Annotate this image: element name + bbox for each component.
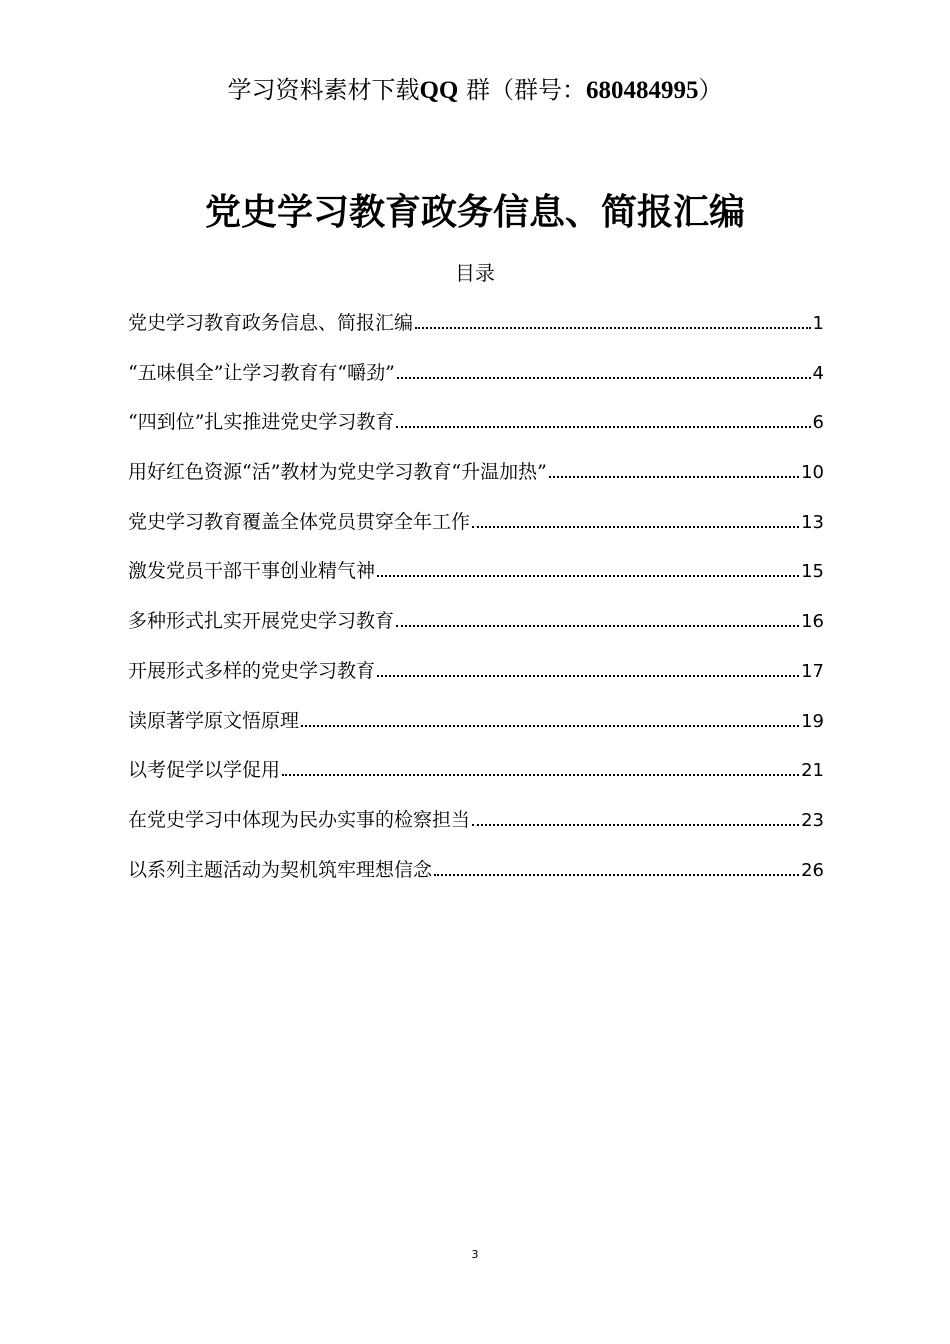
download-notice-prefix: 学习资料素材下载 xyxy=(227,76,420,104)
toc-entry[interactable] xyxy=(128,555,824,605)
toc-entry[interactable] xyxy=(128,754,824,804)
toc-entry-title: “五味俱全”让学习教育有“嚼劲” xyxy=(128,361,395,384)
toc-dot-leader xyxy=(282,774,799,776)
toc-entry-page: 23 xyxy=(801,809,824,831)
toc-entry-page: 10 xyxy=(801,462,824,484)
toc-entry[interactable] xyxy=(128,506,824,556)
page-number: 3 xyxy=(471,1248,479,1261)
group-number: 680484995 xyxy=(586,77,699,104)
group-label: 群（群号： xyxy=(458,76,587,104)
toc-dot-leader xyxy=(396,426,810,428)
toc-dot-leader xyxy=(301,725,799,727)
toc-entry-page: 26 xyxy=(801,859,824,881)
toc-entry-page: 4 xyxy=(812,362,824,384)
document-title: 党史学习教育政务信息、简报汇编 xyxy=(204,191,745,233)
toc-entry-title: 在党史学习中体现为民办实事的检察担当 xyxy=(128,808,471,831)
toc-entry[interactable] xyxy=(128,456,824,506)
qq-label: QQ xyxy=(419,77,459,104)
toc-entry-page: 19 xyxy=(801,710,824,732)
toc-entry-page: 21 xyxy=(801,760,824,782)
toc-dot-leader xyxy=(434,874,799,876)
toc-entry[interactable] xyxy=(128,406,824,456)
toc-entry-page: 13 xyxy=(801,511,824,533)
toc-heading: 目录 xyxy=(455,261,495,285)
toc-dot-leader xyxy=(396,625,799,627)
toc-entry-title: 多种形式扎实开展党史学习教育 xyxy=(128,610,395,633)
download-notice xyxy=(0,74,950,107)
toc-entry-title: 以考促学以学促用 xyxy=(128,759,281,782)
toc-entry-title: 用好红色资源“活”教材为党史学习教育“升温加热” xyxy=(128,461,547,484)
toc-dot-leader xyxy=(377,675,799,677)
toc-entry[interactable] xyxy=(128,357,824,407)
toc-entry-title: “四到位”扎实推进党史学习教育 xyxy=(128,411,395,434)
toc-entry[interactable] xyxy=(128,804,824,854)
toc-entry-title: 开展形式多样的党史学习教育 xyxy=(128,659,376,682)
group-close: ） xyxy=(698,76,723,104)
toc-dot-leader xyxy=(472,824,799,826)
toc-entry-page: 15 xyxy=(801,561,824,583)
toc-entry-title: 党史学习教育覆盖全体党员贯穿全年工作 xyxy=(128,510,471,533)
toc-dot-leader xyxy=(377,575,799,577)
toc-entry-title: 激发党员干部干事创业精气神 xyxy=(128,560,376,583)
toc-entry[interactable] xyxy=(128,307,824,357)
toc-entry[interactable] xyxy=(128,705,824,755)
toc-entry[interactable] xyxy=(128,655,824,705)
table-of-contents xyxy=(128,307,824,903)
toc-dot-leader xyxy=(472,526,799,528)
toc-entry[interactable] xyxy=(128,854,824,904)
toc-entry[interactable] xyxy=(128,605,824,655)
toc-entry-page: 6 xyxy=(812,412,824,434)
toc-entry-title: 以系列主题活动为契机筑牢理想信念 xyxy=(128,858,433,881)
toc-entry-page: 1 xyxy=(812,313,824,334)
toc-dot-leader xyxy=(397,377,811,379)
toc-entry-title: 党史学习教育政务信息、简报汇编 xyxy=(128,312,414,334)
toc-entry-title: 读原著学原文悟原理 xyxy=(128,709,300,732)
toc-entry-page: 17 xyxy=(801,660,824,682)
toc-dot-leader xyxy=(415,327,811,329)
toc-dot-leader xyxy=(549,476,799,478)
toc-entry-page: 16 xyxy=(801,611,824,633)
